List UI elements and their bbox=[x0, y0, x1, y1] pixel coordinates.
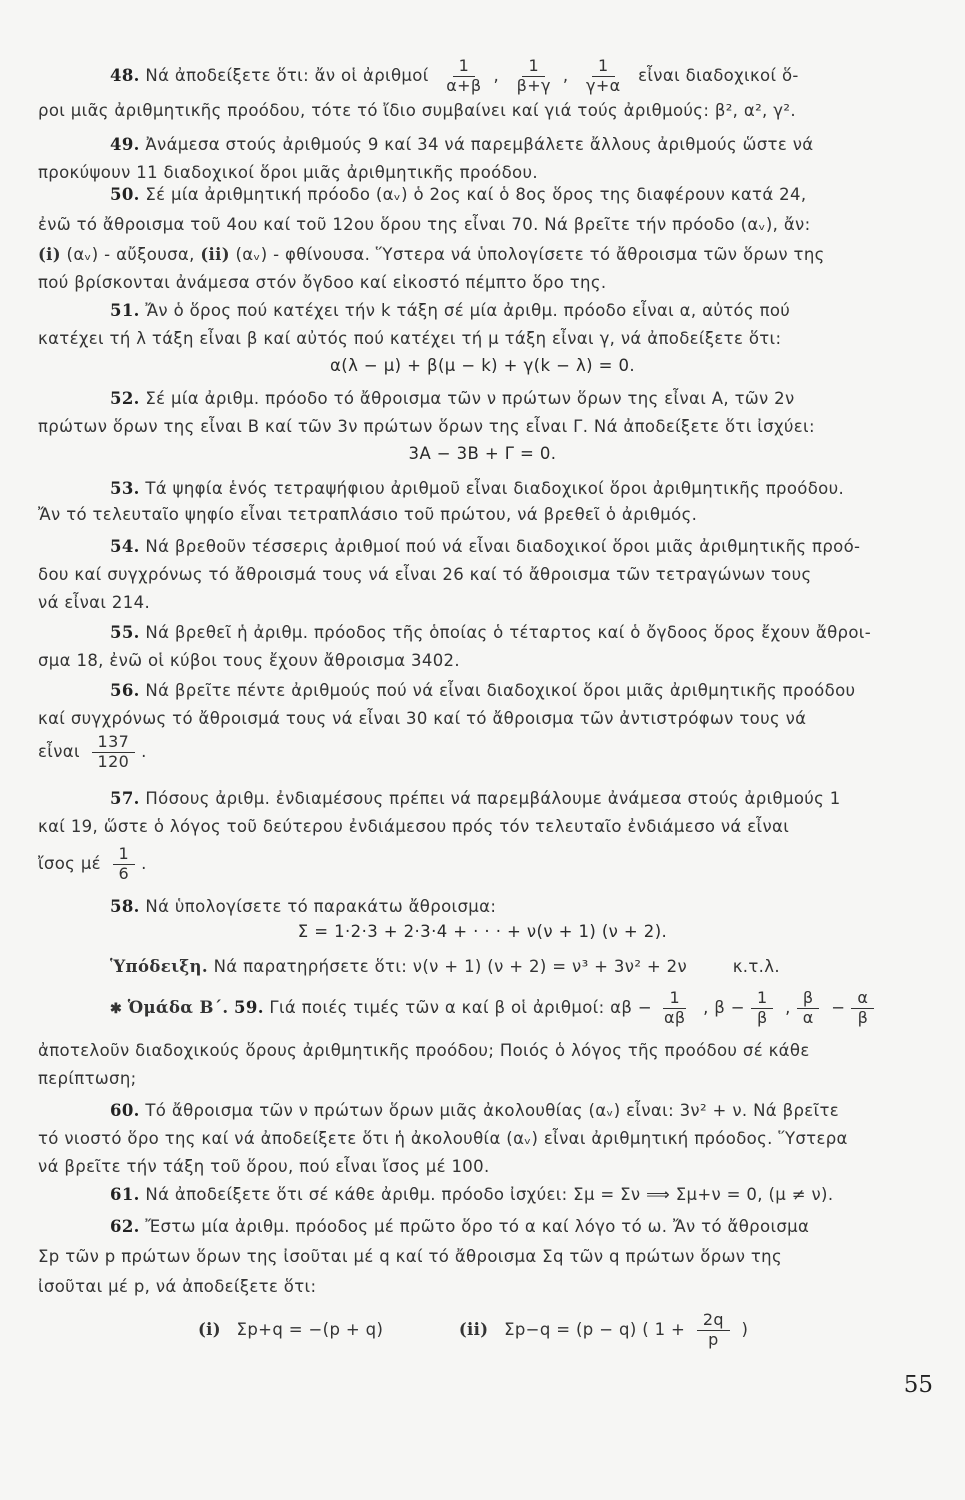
exercise-number: 48. bbox=[110, 65, 140, 85]
exercise-50-line2: ἐνῶ τό ἄθροισμα τοῦ 4ου καί τοῦ 12ου ὅρου της εἶναι 70. Νά βρεῖτε τήν πρόοδο (αᵥ), ἄν: bbox=[38, 215, 811, 234]
exercise-59-line3: περίπτωση; bbox=[38, 1069, 137, 1088]
exercise-53-line2: Ἄν τό τελευταῖο ψηφίο εἶναι τετραπλάσιο τοῦ πρώτου, νά βρεθεῖ ὁ ἀριθμός. bbox=[38, 505, 698, 524]
fraction: $\frac{\alpha}{\beta}$ bbox=[851, 990, 874, 1027]
formula: 3Α − 3Β + Γ = 0. bbox=[408, 444, 557, 463]
exercise-54-line2: δου καί συγχρόνως τό ἄθροισμά τους νά εἶναι 26 καί τό ἄθροισμα τῶν τετραγώνων τους bbox=[38, 565, 812, 584]
exercise-56-line3: εἶναι $\frac{137}{120}$ . bbox=[38, 732, 147, 771]
exercise-58: 58. Νά ὑπολογίσετε τό παρακάτω ἄθροισμα: bbox=[110, 897, 497, 916]
fraction: $\frac{1}{\gamma+\alpha}$ bbox=[586, 56, 621, 95]
exercise-62-line3: ἰσοῦται μέ p, νά ἀποδείξετε ὅτι: bbox=[38, 1277, 317, 1296]
exercise-62: 62. Ἔστω μία ἀριθμ. πρόοδος μέ πρῶτο ὅρο τό α καί λόγο τό ω. Ἄν τό ἄθροισμα bbox=[110, 1217, 810, 1236]
exercise-51: 51. Ἄν ὁ ὅρος πού κατέχει τήν k τάξη σέ μία ἀριθμ. πρόοδο εἶναι α, αὐτός πού bbox=[110, 301, 791, 320]
exercise-49-line2: προκύψουν 11 διαδοχικοί ὅροι μιᾶς ἀριθμητικῆς προόδου. bbox=[38, 163, 538, 182]
exercise-56: 56. Νά βρεῖτε πέντε ἀριθμούς πού νά εἶναι διαδοχικοί ὅροι μιᾶς ἀριθμητικῆς προόδου bbox=[110, 681, 856, 700]
exercise-62-line2: Σp τῶν p πρώτων ὅρων της ἰσοῦται μέ q καί τό ἄθροισμα Σq τῶν q πρώτων ὅρων της bbox=[38, 1247, 783, 1266]
exercise-48: 48. Νά ἀποδείξετε ὅτι: ἄν οἱ ἀριθμοί $\frac{1}{\alpha+\beta}$ , $\frac{1}{\beta+\gamma}$ , $\frac{1}{\gamma+\alpha}$ εἶναι διαδοχικοί ὅ- bbox=[110, 56, 799, 95]
exercise-51-line2: κατέχει τή λ τάξη εἶναι β καί αὐτός πού κατέχει τή μ τάξη εἶναι γ, νά ἀποδείξετε ὅτι: bbox=[38, 329, 782, 348]
fraction: $\frac{1}{\alpha\beta}$ bbox=[664, 988, 686, 1027]
exercise-59-line2: ἀποτελοῦν διαδοχικούς ὅρους ἀριθμητικῆς προόδου; Ποιός ὁ λόγος τῆς προόδου σέ κάθε bbox=[38, 1041, 810, 1060]
exercise-55-line2: σμα 18, ἐνῶ οἱ κύβοι τους ἔχουν ἄθροισμα 3402. bbox=[38, 651, 461, 670]
exercise-53: 53. Τά ψηφία ἑνός τετραψήφιου ἀριθμοῦ εἶναι διαδοχικοί ὅροι ἀριθμητικῆς προόδου. bbox=[110, 479, 845, 498]
page-number: 55 bbox=[903, 1372, 933, 1398]
exercise-57-line2: καί 19, ὥστε ὁ λόγος τοῦ δεύτερου ἐνδιάμεσου πρός τόν τελευταῖο ἐνδιάμεσο νά εἶναι bbox=[38, 817, 790, 836]
exercise-57: 57. Πόσους ἀριθμ. ἐνδιαμέσους πρέπει νά παρεμβάλουμε ἀνάμεσα στούς ἀριθμούς 1 bbox=[110, 789, 841, 808]
exercise-62-formulas: (i) Σp+q = −(p + q) (ii) Σp−q = (p − q) ( 1 + $\frac{2q}{p}$ ) bbox=[198, 1310, 749, 1349]
fraction: $\frac{1}{6}$ bbox=[113, 846, 136, 883]
exercise-50-line4: πού βρίσκονται ἀνάμεσα στόν ὄγδοο καί εἰκοστό πέμπτο ὅρο της. bbox=[38, 273, 607, 292]
exercise-54-line3: νά εἶναι 214. bbox=[38, 593, 151, 612]
star-icon: ✱ bbox=[110, 1000, 123, 1017]
fraction: $\frac{1}{\beta}$ bbox=[751, 990, 774, 1027]
exercise-61: 61. Νά ἀποδείξετε ὅτι σέ κάθε ἀριθμ. πρόοδο ἰσχύει: Σμ = Σν ⟹ Σμ+ν = 0, (μ ≠ ν). bbox=[110, 1185, 834, 1204]
exercise-49: 49. Ἀνάμεσα στούς ἀριθμούς 9 καί 34 νά παρεμβάλετε ἄλλους ἀριθμούς ὥστε νά bbox=[110, 135, 814, 154]
formula: Σ = 1·2·3 + 2·3·4 + · · · + ν(ν + 1) (ν + 2). bbox=[297, 922, 668, 941]
hint: Ὑπόδειξη. Νά παρατηρήσετε ὅτι: ν(ν + 1) (ν + 2) = ν³ + 3ν² + 2ν κ.τ.λ. bbox=[110, 957, 780, 976]
exercise-52: 52. Σέ μία ἀριθμ. πρόοδο τό ἄθροισμα τῶν ν πρώτων ὅρων της εἶναι Α, τῶν 2ν bbox=[110, 389, 795, 408]
fraction: $\frac{1}{\alpha+\beta}$ bbox=[446, 56, 482, 95]
exercise-50: 50. Σέ μία ἀριθμητική πρόοδο (αᵥ) ὁ 2ος καί ὁ 8ος ὅρος της διαφέρουν κατά 24, bbox=[110, 185, 807, 204]
fraction: $\frac{1}{\beta+\gamma}$ bbox=[516, 56, 551, 95]
exercise-52-line2: πρώτων ὅρων της εἶναι Β καί τῶν 3ν πρώτων ὅρων της εἶναι Γ. Νά ἀποδείξετε ὅτι ἰσχύει: bbox=[38, 417, 815, 436]
exercise-54: 54. Νά βρεθοῦν τέσσερις ἀριθμοί πού νά εἶναι διαδοχικοί ὅροι μιᾶς ἀριθμητικῆς προό- bbox=[110, 537, 861, 556]
fraction: $\frac{\beta}{\alpha}$ bbox=[797, 990, 820, 1027]
exercise-55: 55. Νά βρεθεῖ ἡ ἀριθμ. πρόοδος τῆς ὁποίας ὁ τέταρτος καί ὁ ὄγδοος ὅρος ἔχουν ἄθροι- bbox=[110, 623, 872, 642]
fraction: $\frac{137}{120}$ bbox=[92, 734, 136, 771]
exercise-57-line3: ἴσος μέ $\frac{1}{6}$ . bbox=[38, 844, 147, 883]
fraction: $\frac{2q}{p}$ bbox=[697, 1312, 730, 1349]
exercise-60-line2: τό νιοστό ὅρο της καί νά ἀποδείξετε ὅτι ἡ ἀκολουθία (αᵥ) εἶναι ἀριθμητική πρόοδος. Ὕστερα bbox=[38, 1129, 848, 1148]
exercise-60-line3: νά βρεῖτε τήν τάξη τοῦ ὅρου, πού εἶναι ἴσος μέ 100. bbox=[38, 1157, 490, 1176]
formula: α(λ − μ) + β(μ − k) + γ(k − λ) = 0. bbox=[329, 356, 636, 375]
exercise-56-line2: καί συγχρόνως τό ἄθροισμά τους νά εἶναι 30 καί τό ἄθροισμα τῶν ἀντιστρόφων τους νά bbox=[38, 709, 807, 728]
group-label: Ὁμάδα Β΄. bbox=[127, 997, 229, 1017]
exercise-50-line3: (i) (αᵥ) - αὔξουσα, (ii) (αᵥ) - φθίνουσα. Ὕστερα νά ὑπολογίσετε τό ἄθροισμα τῶν ὅρων της bbox=[38, 245, 825, 264]
exercise-60: 60. Τό ἄθροισμα τῶν ν πρώτων ὅρων μιᾶς ἀκολουθίας (αᵥ) εἶναι: 3ν² + ν. Νά βρεῖτε bbox=[110, 1101, 840, 1120]
exercise-59: ✱ Ὁμάδα Β΄. 59. Γιά ποιές τιμές τῶν α καί β οἱ ἀριθμοί: αβ − $\frac{1}{\alpha\beta}$ , β − $\frac{1}{\beta}$ , $\frac{\beta}{\alpha}$ − $\frac{\alpha}{\beta}$ bbox=[38, 990, 965, 1027]
exercise-48-line2: ροι μιᾶς ἀριθμητικῆς προόδου, τότε τό ἴδιο συμβαίνει καί γιά τούς ἀριθμούς: β², α², γ². bbox=[38, 101, 796, 120]
